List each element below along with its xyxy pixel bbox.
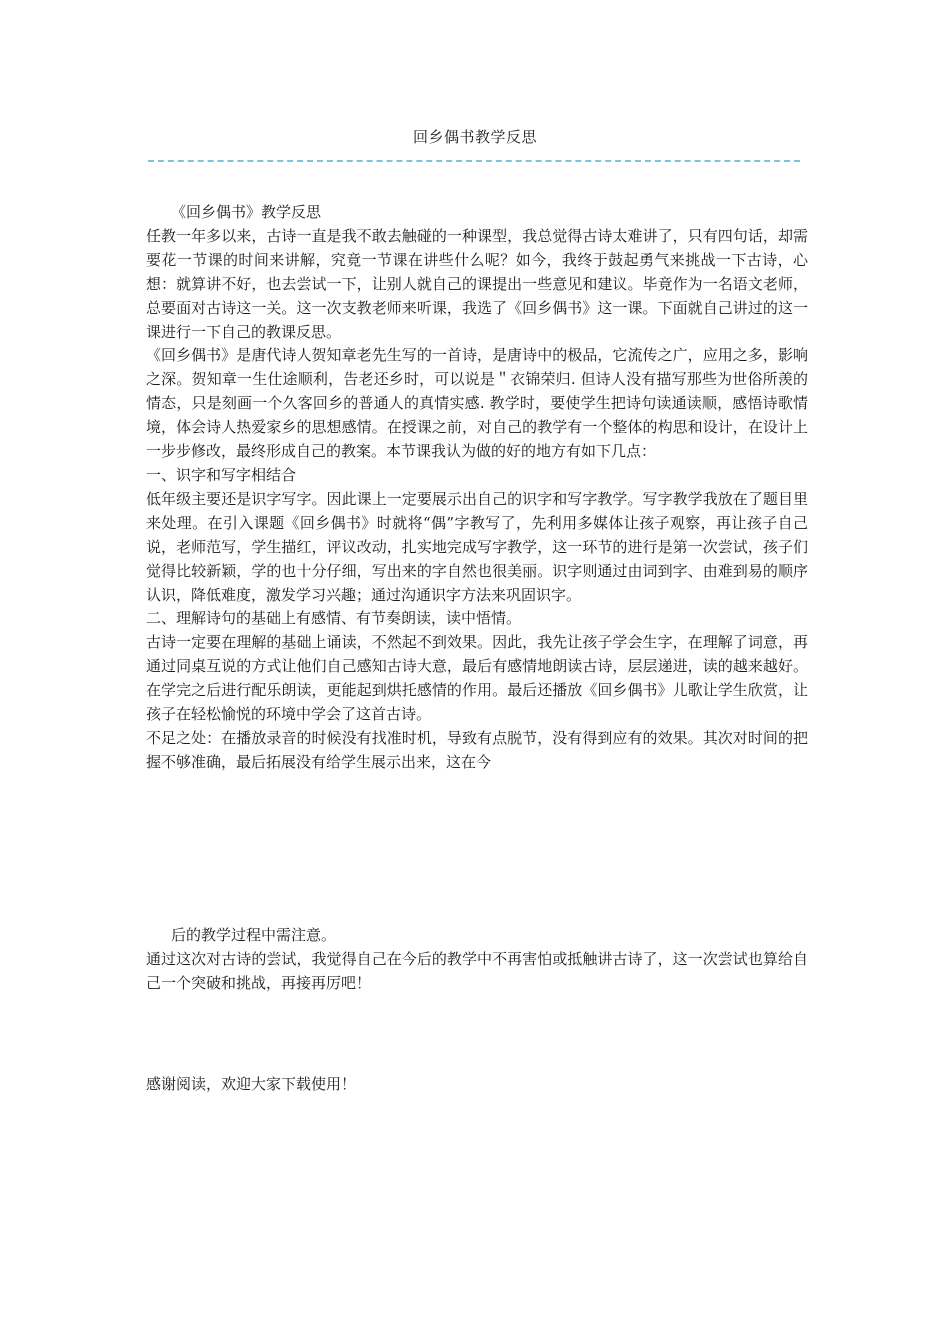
paragraph: 古诗一定要在理解的基础上诵读，不然起不到效果。因此，我先让孩子学会生字，在理解了词意，再通过同桌互说的方式让他们自己感知古诗大意，最后有感情地朗读古诗，层层递进，读的越来越好。在学完之后进行配乐朗读，更能起到烘托感情的作用。最后还播放《回乡偶书》儿歌让学生欣赏，让孩子在轻松愉悦的环境中学会了这首古诗。 <box>146 633 808 724</box>
paragraph: 通过这次对古诗的尝试，我觉得自己在今后的教学中不再害怕或抵触讲古诗了，这一次尝试也算给自己一个突破和挑战，再接再厉吧！ <box>146 949 808 992</box>
paragraph: 任教一年多以来，古诗一直是我不敢去触碰的一种课型，我总觉得古诗太难讲了，只有四句话，却需要花一节课的时间来讲解，究竟一节课在讲些什么呢？如今，我终于鼓起勇气来挑战一下古诗，心想：就算讲不好，也去尝试一下，让别人就自己的课提出一些意见和建议。毕竟作为一名语文老师，总要面对古诗这一关。这一次支教老师来听课，我选了《回乡偶书》这一课。下面就自己讲过的这一课进行一下自己的教课反思。 <box>146 226 808 341</box>
paragraph: 后的教学过程中需注意。 <box>171 926 337 944</box>
body-block-1 <box>146 201 808 775</box>
subheading: 二、理解诗句的基础上有感情、有节奏朗读，读中悟情。 <box>146 609 522 628</box>
subheading: 一、识字和写字相结合 <box>146 465 297 484</box>
closing-text: 感谢阅读，欢迎大家下载使用！ <box>146 1075 357 1093</box>
paragraph: 不足之处：在播放录音的时候没有找准时机，导致有点脱节，没有得到应有的效果。其次对时间的把握不够准确，最后拓展没有给学生展示出来，这在今 <box>146 728 808 771</box>
paragraph: 《回乡偶书》是唐代诗人贺知章老先生写的一首诗，是唐诗中的极品，它流传之广，应用之多，影响之深。贺知章一生仕途顺利，告老还乡时，可以说是＂衣锦荣归. 但诗人没有描写那些为世俗所羡的情态，只是刻画一个久客回乡的普通人的真情实感. 教学时，要使学生把诗句读通读顺，感悟诗歌情境，体会诗人热爱家乡的思想感情。在授课之前，对自己的教学有一个整体的构思和设计，在设计上一步步修改，最终形成自己的教案。本节课我认为做的好的地方有如下几点： <box>146 346 808 461</box>
title-divider <box>148 160 800 162</box>
body-block-2 <box>146 924 808 996</box>
paragraph: 低年级主要还是识字写字。因此课上一定要展示出自己的识字和写字教学。写字教学我放在了题目里来处理。在引入课题《回乡偶书》时就将“偶”字教写了，先利用多媒体让孩子观察，再让孩子自己说，老师范写，学生描红，评议改动，扎实地完成写字教学，这一环节的进行是第一次尝试，孩子们觉得比较新颖，学的也十分仔细，写出来的字自然也很美丽。识字则通过由词到字、由难到易的顺序认识，降低难度，激发学习兴趣；通过沟通识字方法来巩固识字。 <box>146 489 808 604</box>
section-heading: 《回乡偶书》教学反思 <box>171 203 322 221</box>
document-title: 回乡偶书教学反思 <box>412 128 537 146</box>
closing-block <box>146 1073 808 1097</box>
